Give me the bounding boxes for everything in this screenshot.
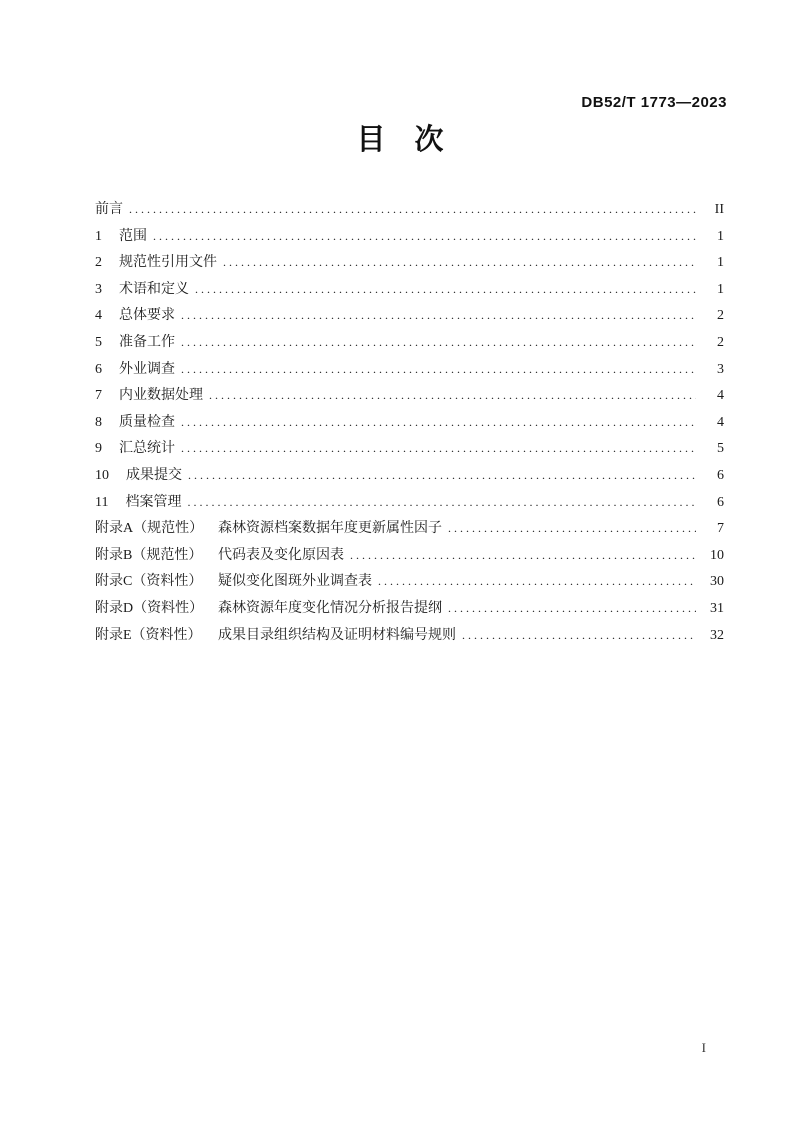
toc-entry-label: 总体要求 [119, 308, 175, 324]
toc-page-number: 1 [717, 255, 724, 271]
toc-entry-number: 1 [95, 228, 102, 244]
toc-entry-number: 3 [95, 281, 102, 297]
toc-page-number: II [714, 202, 724, 217]
toc-row [95, 597, 724, 624]
toc-page-number: 5 [717, 441, 724, 457]
toc-entry-number: 4 [95, 308, 102, 324]
toc-entry-label: 档案管理 [125, 494, 182, 510]
toc-entry-label: 成果提交 [126, 467, 182, 483]
toc-page-number: 2 [717, 334, 724, 350]
toc-entry-label: 代码表及变化原因表 [218, 547, 344, 563]
toc-entry-label: 成果目录组织结构及证明材料编号规则 [218, 627, 456, 643]
toc-dot-leader [153, 229, 696, 245]
toc-page-number: 4 [717, 414, 724, 430]
toc-dot-leader [181, 335, 696, 351]
toc-dot-leader [181, 362, 696, 378]
toc-row [95, 198, 724, 225]
toc-dot-leader [181, 441, 696, 457]
toc-entry-label: 规范性引用文件 [119, 255, 217, 271]
toc-row [95, 358, 724, 385]
toc-page-number: 32 [710, 627, 724, 643]
toc-row [95, 437, 724, 464]
footer-page-number: I [701, 1040, 706, 1055]
toc-entry-label: 术语和定义 [119, 281, 189, 297]
toc-dot-leader [181, 308, 696, 324]
toc-appendix-designation: 附录D（资料性） [95, 600, 204, 616]
toc-dot-leader [195, 282, 696, 298]
toc-entry-label: 疑似变化图斑外业调查表 [218, 574, 372, 590]
toc-page-number: 3 [717, 361, 724, 377]
toc-entry-label: 外业调查 [119, 361, 175, 377]
toc-page-number: 4 [717, 388, 724, 404]
toc-page-number: 31 [710, 600, 724, 616]
toc-row [95, 384, 724, 411]
toc-entry-label: 准备工作 [119, 334, 175, 350]
toc-page-number: 1 [717, 228, 724, 244]
toc-dot-leader [448, 521, 696, 537]
toc-row [95, 491, 724, 518]
toc-row [95, 411, 724, 438]
toc-row [95, 225, 724, 252]
toc-entry-number: 8 [95, 414, 102, 430]
toc-row [95, 464, 724, 491]
toc-dot-leader [188, 468, 696, 484]
toc-dot-leader [223, 255, 696, 271]
toc-entry-label: 森林资源档案数据年度更新属性因子 [218, 521, 442, 537]
toc-page-number: 6 [717, 467, 724, 483]
toc-row [95, 278, 724, 305]
toc-page-number: 30 [710, 574, 724, 590]
toc-dot-leader [187, 495, 696, 511]
toc-appendix-designation: 附录A（规范性） [95, 521, 204, 537]
toc-page-number: 10 [710, 547, 724, 563]
toc-entry-label: 前言 [95, 202, 123, 217]
toc-entry-label: 内业数据处理 [119, 388, 203, 404]
toc-entry-number: 9 [95, 441, 102, 457]
toc-dot-leader [181, 415, 696, 431]
toc-row [95, 544, 724, 571]
toc-dot-leader [129, 202, 696, 218]
toc-row [95, 570, 724, 597]
toc-dot-leader [350, 548, 696, 564]
toc-appendix-designation: 附录C（资料性） [95, 574, 203, 590]
toc-appendix-designation: 附录B（规范性） [95, 547, 203, 563]
toc-entry-label: 范围 [119, 228, 147, 244]
toc-page-number: 1 [717, 281, 724, 297]
toc-entry-number: 11 [95, 494, 109, 510]
toc-appendix-designation: 附录E（资料性） [95, 627, 202, 643]
toc-list [95, 198, 724, 650]
toc-entry-label: 森林资源年度变化情况分析报告提纲 [218, 600, 442, 616]
toc-page-number: 7 [717, 521, 724, 537]
toc-entry-label: 汇总统计 [119, 441, 175, 457]
toc-dot-leader [448, 601, 696, 617]
toc-entry-number: 6 [95, 361, 102, 377]
toc-entry-number: 10 [95, 467, 109, 483]
toc-row [95, 624, 724, 651]
toc-row [95, 304, 724, 331]
toc-page-number: 2 [717, 308, 724, 324]
toc-row [95, 517, 724, 544]
toc-row [95, 331, 724, 358]
toc-dot-leader [462, 628, 696, 644]
page-title: 目 次 [356, 124, 444, 156]
toc-entry-number: 5 [95, 334, 102, 350]
standard-code: DB52/T 1773—2023 [581, 94, 727, 111]
toc-row [95, 251, 724, 278]
toc-dot-leader [378, 574, 696, 590]
toc-dot-leader [209, 388, 696, 404]
toc-entry-number: 2 [95, 255, 102, 271]
toc-entry-number: 7 [95, 388, 102, 404]
toc-page-number: 6 [717, 494, 724, 510]
toc-entry-label: 质量检查 [119, 414, 175, 430]
